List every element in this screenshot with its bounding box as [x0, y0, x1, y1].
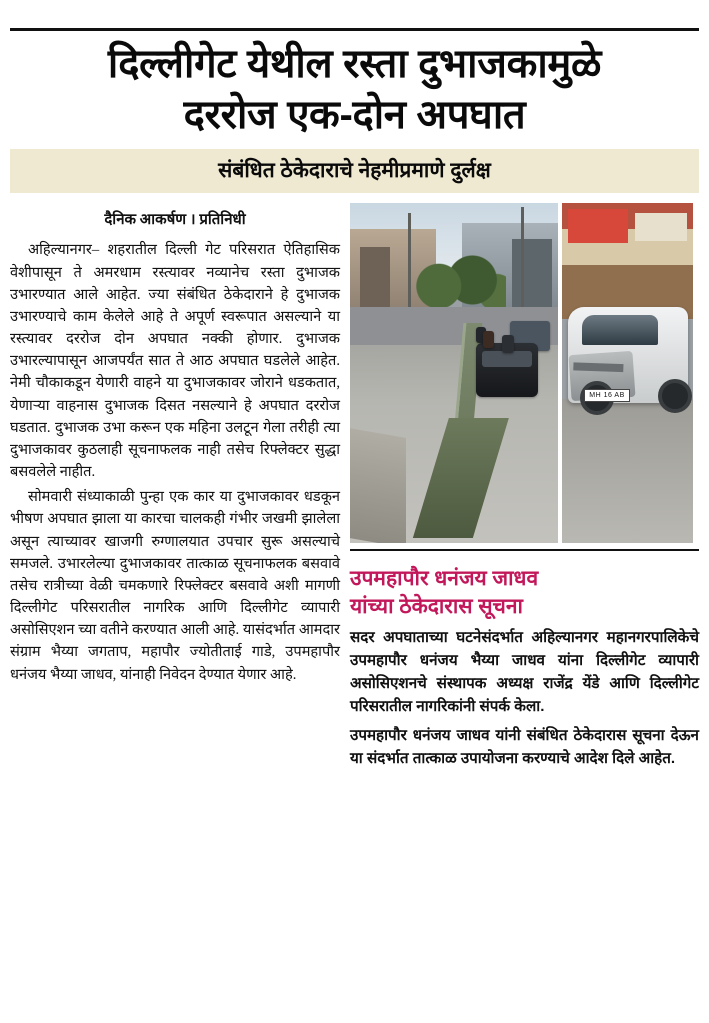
newspaper-page — [0, 28, 709, 1023]
sidebar-headline — [350, 565, 699, 620]
headline-line-2: दररोज एक-दोन अपघात — [183, 93, 526, 138]
treeline — [410, 249, 506, 311]
left-column — [10, 203, 340, 776]
roadside-curb — [350, 428, 406, 543]
utility-pole-left — [408, 213, 411, 321]
headline-block — [0, 31, 709, 143]
photo-damaged-car — [562, 203, 693, 543]
byline: दैनिक आकर्षण । प्रतिनिधी — [104, 212, 246, 229]
license-plate: MH 16 AB — [584, 389, 630, 402]
subheadline-text: संबंधित ठेकेदाराचे नेहमीप्रमाणे दुर्लक्ष — [218, 159, 491, 183]
sidebar-body — [350, 626, 699, 771]
headline-line-1: दिल्लीगेट येथील रस्ता दुभाजकामुळे — [107, 42, 602, 86]
sidebar-headline-line-2: यांच्या ठेकेदारास सूचना — [350, 594, 523, 618]
article-body — [10, 239, 340, 685]
car-photo-ground — [562, 399, 693, 543]
sidebar-paragraph-2: उपमहापौर धनंजय जाधव यांनी संबंधित ठेकेदारास सूचना देऊन या संदर्भात तात्काळ उपायोजना करण्याचे आदेश दिले आहेत. — [350, 727, 699, 768]
car-windshield — [582, 315, 658, 345]
article-paragraph-1: अहिल्यानगर– शहरातील दिल्ली गेट परिसरात ऐतिहासिक वेशीपासून ते अमरधाम रस्त्यावर नव्यानेच रस्ता दुभाजक उभारण्यात आले आहेत. ज्या संबंधित ठेकेदाराने हे दुभाजक उभारण्याचे काम केलेले आहे ते अपूर्ण स्वरूपात असल्याने या रस्त्यावर दररोज दोन अपघात नक्की होणार. दुभाजक उभारल्यापासून आजपर्यंत सात ते आठ अपघात घडलेले आहेत. नेमी चौकाकडून येणारी वाहने या दुभाजकावर जोराने धडकतात, येणाऱ्या वाहनास दुभाजक दिसत नसल्याने हे अपघात दररोज घडतात. दुभाजक उभा करून एक महिना उलटून गेला तरीही त्या दुभाजकावर कुठलाही सूचनाफलक नाही तसेच रिफ्लेक्टर सुद्धा बसवलेले नाहीत. — [10, 242, 340, 481]
article-content — [10, 203, 699, 776]
right-column — [350, 203, 699, 776]
photo-row — [350, 203, 699, 543]
motorcycle-2 — [502, 335, 514, 353]
sidebar-paragraph-1: सदर अपघाताच्या घटनेसंदर्भात अहिल्यानगर महानगरपालिकेचे उपमहापौर धनंजय भैय्या जाधव यांना दिल्लीगेट व्यापारी असोसिएशनचे संस्थापक अध्यक्ष राजेंद्र येंडे आणि दिल्लीगेट परिसरातील नागरिकांनी संपर्क केला. — [350, 628, 699, 716]
building-right-secondary — [512, 239, 552, 313]
utility-pole-right — [521, 207, 524, 323]
sidebar-headline-line-1: उपमहापौर धनंजय जाधव — [350, 567, 539, 591]
shop-banner-red — [568, 209, 628, 243]
article-paragraph-2: सोमवारी संध्याकाळी पुन्हा एक कार या दुभाजकावर धडकून भीषण अपघात झाला या कारचा चालकही गंभीर जखमी झालेला असून त्याच्यावर खाजगी रुग्णालयात उपचार सुरू असल्याचे समजले. उभारलेल्या दुभाजकावर तात्काळ सूचनाफलक बसवावे तसेच रात्रीच्या वेळी चमकणारे रिफ्लेक्टर बसवावे अशी मागणी दिल्लीगेट परिसरातील नागरिक आणि दिल्लीगेट व्यापारी असोसिएशन च्या वतीने करण्यात आली आहे. यासंदर्भात आमदार संग्राम भैय्या जगताप, महापौर ज्योतीताई गाडे, उपमहापौर धनंजय भैय्या जाधव, यांनाही निवेदन देण्यात येणार आहे. — [10, 489, 340, 683]
shop-banner-white — [635, 213, 687, 241]
photo-road-divider — [350, 203, 558, 543]
building-left-secondary — [360, 247, 390, 313]
motorcycle-3 — [483, 331, 494, 348]
sidebar-top-rule — [350, 549, 699, 551]
subheadline-bar — [10, 149, 699, 193]
